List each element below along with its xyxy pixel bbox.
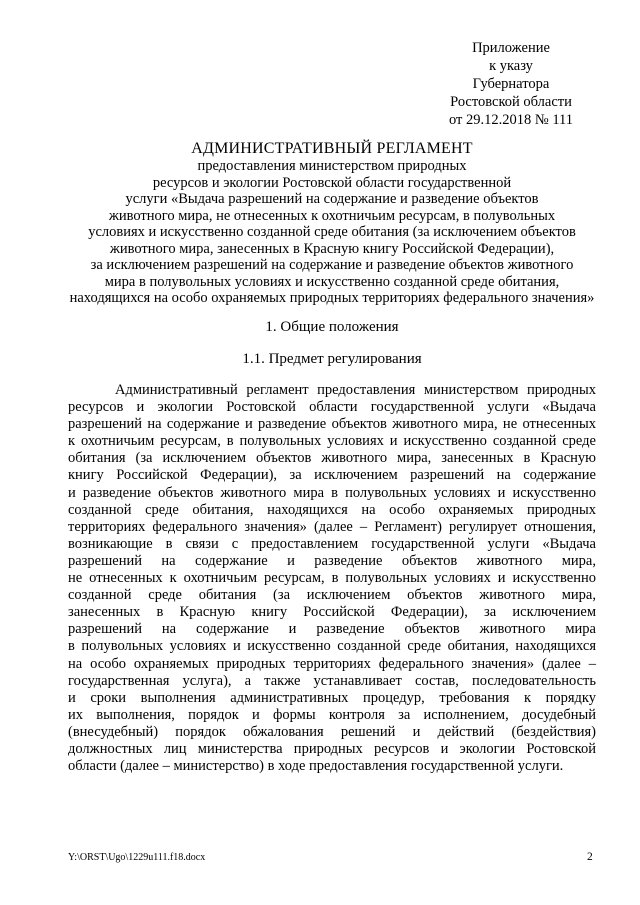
appendix-block xyxy=(426,39,596,129)
paragraph-line: и сроки выполнения административных процедур, требования к порядку xyxy=(68,689,596,706)
paragraph-line: возникающие в связи с предоставлением государственной услуги «Выдача xyxy=(68,535,596,552)
paragraph-line: созданной среде обитания, находящихся на особо охраняемых природных xyxy=(68,501,596,518)
paragraph-line: в полувольных условиях и искусственно созданной среде обитания, находящихся xyxy=(68,638,596,655)
appendix-line: Губернатора xyxy=(472,76,550,92)
subtitle-line: находящихся на особо охраняемых природных территориях федерального значения» xyxy=(69,290,595,306)
title-block xyxy=(62,140,602,307)
subtitle-line: предоставления министерством природных xyxy=(197,158,467,174)
appendix-line: от 29.12.2018 № 111 xyxy=(448,112,574,128)
paragraph-line: государственная услуга), а также устанавливает состав, последовательность xyxy=(68,672,596,689)
paragraph-line: области (далее – министерство) в ходе предоставления государственной услуги. xyxy=(68,758,564,775)
paragraph-line: книгу Российской Федерации), за исключением разрешений на содержание xyxy=(68,467,596,484)
paragraph-line: и разведение объектов животного мира в полувольных условиях и искусственно xyxy=(68,484,596,501)
paragraph-line: территориях федерального значения» (далее – Регламент) регулирует отношения, xyxy=(68,518,596,535)
document-subtitle xyxy=(62,158,602,307)
paragraph-line: ресурсов и экологии Ростовской области государственной услуги «Выдача xyxy=(68,399,596,416)
subsection-heading: 1.1. Предмет регулирования xyxy=(242,351,422,367)
page-number: 2 xyxy=(587,851,593,863)
footer-file-path: Y:\ORST\Ugo\1229u111.f18.docx xyxy=(68,852,206,863)
paragraph-line: созданной среде обитания (за исключением объектов животного мира, xyxy=(68,587,596,604)
paragraph-line: разрешений на содержание и разведение объектов животного мира, xyxy=(68,552,596,569)
subtitle-line: животного мира, не отнесенных к охотничьим ресурсам, в полувольных xyxy=(108,207,556,224)
paragraph-line: разрешений на содержание и разведение объектов животного мира, не отнесенных xyxy=(68,416,596,433)
paragraph-line: их выполнения, порядок и формы контроля за исполнением, досудебный xyxy=(68,706,596,723)
document-title: АДМИНИСТРАТИВНЫЙ РЕГЛАМЕНТ xyxy=(191,140,473,157)
section-heading: 1. Общие положения xyxy=(265,319,399,335)
paragraph-line: к охотничьим ресурсам, в полувольных условиях и искусственно созданной среде xyxy=(68,433,596,450)
appendix-line: к указу xyxy=(489,58,533,74)
paragraph-line: занесенных в Красную книгу Российской Федерации), за исключением xyxy=(68,604,596,621)
paragraph-line: разрешений на содержание и разведение объектов животного мира xyxy=(68,621,596,638)
paragraph-line: обитания (за исключением объектов животного мира, занесенных в Красную xyxy=(68,450,596,467)
paragraph-line: (внесудебный) порядок обжалования решений и действий (бездействия) xyxy=(68,723,596,740)
subtitle-line: ресурсов и экологии Ростовской области государственной xyxy=(152,174,512,191)
paragraph-line: не отнесенных к охотничьим ресурсам, в полувольных условиях и искусственно xyxy=(68,570,596,587)
subtitle-line: условиях и искусственно созданной среде обитания (за исключением объектов xyxy=(88,224,576,240)
paragraph-line: должностных лиц министерства природных ресурсов и экологии Ростовской xyxy=(68,740,596,757)
subtitle-line: услуги «Выдача разрешений на содержание и разведение объектов xyxy=(125,191,539,207)
subtitle-line: за исключением разрешений на содержание и разведение объектов животного xyxy=(90,257,574,273)
body-paragraph xyxy=(68,382,596,775)
appendix-line: Ростовской области xyxy=(450,94,572,110)
subtitle-line: животного мира, занесенных в Красную книгу Российской Федерации), xyxy=(109,240,555,257)
paragraph-line: на особо охраняемых природных территориях федерального значения» (далее – xyxy=(68,655,596,672)
appendix-line: Приложение xyxy=(472,40,550,56)
subtitle-line: мира в полувольных условиях и искусственно созданной среде обитания, xyxy=(104,273,560,290)
paragraph-line: Административный регламент предоставления министерством природных xyxy=(115,382,596,398)
